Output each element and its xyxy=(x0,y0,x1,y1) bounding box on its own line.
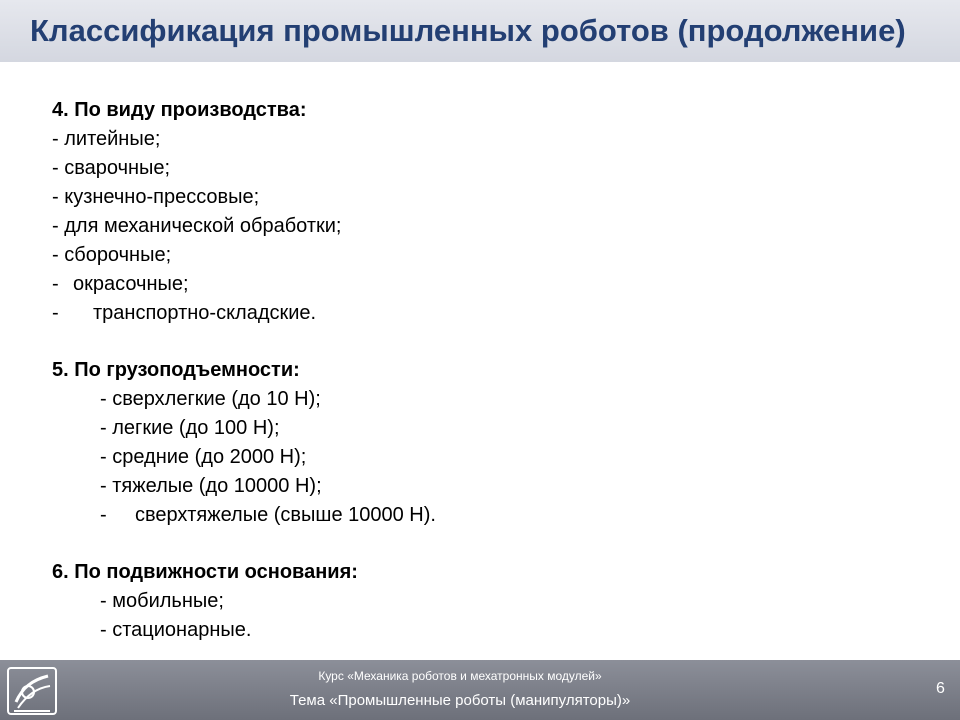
page-number: 6 xyxy=(936,680,945,697)
section-load-capacity xyxy=(52,356,912,530)
list-item-text: транспортно-складские. xyxy=(93,302,317,324)
list-item-text: сверхтяжелые (свыше 10000 Н). xyxy=(135,504,436,526)
footer-bar xyxy=(0,660,960,720)
list-dash: - xyxy=(100,446,107,468)
list-item-text: тяжелые (до 10000 Н); xyxy=(112,475,322,497)
list-item xyxy=(52,125,912,154)
list-dash: - xyxy=(52,302,59,324)
list-item xyxy=(52,443,912,472)
course-name: Курс «Механика роботов и мехатронных модулей» xyxy=(318,669,602,683)
list-dash: - xyxy=(52,244,59,266)
list-dash: - xyxy=(100,619,107,641)
list-dash: - xyxy=(52,128,59,150)
list-item-text: сверхлегкие (до 10 Н); xyxy=(112,388,321,410)
list-item-text: для механической обработки; xyxy=(64,215,342,237)
list-dash: - xyxy=(52,215,59,237)
section-heading: 6. По подвижности основания: xyxy=(52,561,358,583)
list-item-text: средние (до 2000 Н); xyxy=(112,446,307,468)
list-item-text: мобильные; xyxy=(112,590,224,612)
section-heading: 4. По виду производства: xyxy=(52,99,307,121)
list-item-text: литейные; xyxy=(64,128,161,150)
list-dash: - xyxy=(100,475,107,497)
title-bar xyxy=(0,0,960,62)
list-item xyxy=(52,183,912,212)
list-item-text: сварочные; xyxy=(64,157,171,179)
slide-title: Классификация промышленных роботов (продолжение) xyxy=(30,13,906,48)
list-item xyxy=(52,616,912,645)
list-item-text: кузнечно-прессовые; xyxy=(64,186,260,208)
topic-name: Тема «Промышленные роботы (манипуляторы)» xyxy=(289,692,631,709)
list-dash: - xyxy=(100,417,107,439)
list-item xyxy=(52,270,912,299)
list-item xyxy=(52,414,912,443)
university-logo-icon xyxy=(6,666,58,716)
list-item xyxy=(52,385,912,414)
list-item xyxy=(52,212,912,241)
list-dash: - xyxy=(100,504,107,526)
slide-content xyxy=(52,96,912,673)
list-item-text: стационарные. xyxy=(112,619,252,641)
list-item xyxy=(52,154,912,183)
list-item xyxy=(52,587,912,616)
list-item xyxy=(52,241,912,270)
list-dash: - xyxy=(100,388,107,410)
section-base-mobility xyxy=(52,558,912,645)
footer-text xyxy=(250,668,670,712)
list-dash: - xyxy=(100,590,107,612)
list-item-text: легкие (до 100 Н); xyxy=(112,417,280,439)
list-dash: - xyxy=(52,157,59,179)
list-dash: - xyxy=(52,273,59,295)
section-heading: 5. По грузоподъемности: xyxy=(52,359,300,381)
list-dash: - xyxy=(52,186,59,208)
list-item xyxy=(52,299,912,328)
list-item-text: окрасочные; xyxy=(73,273,189,295)
list-item xyxy=(52,472,912,501)
list-item-text: сборочные; xyxy=(64,244,172,266)
section-production-type xyxy=(52,96,912,328)
list-item xyxy=(52,501,912,530)
